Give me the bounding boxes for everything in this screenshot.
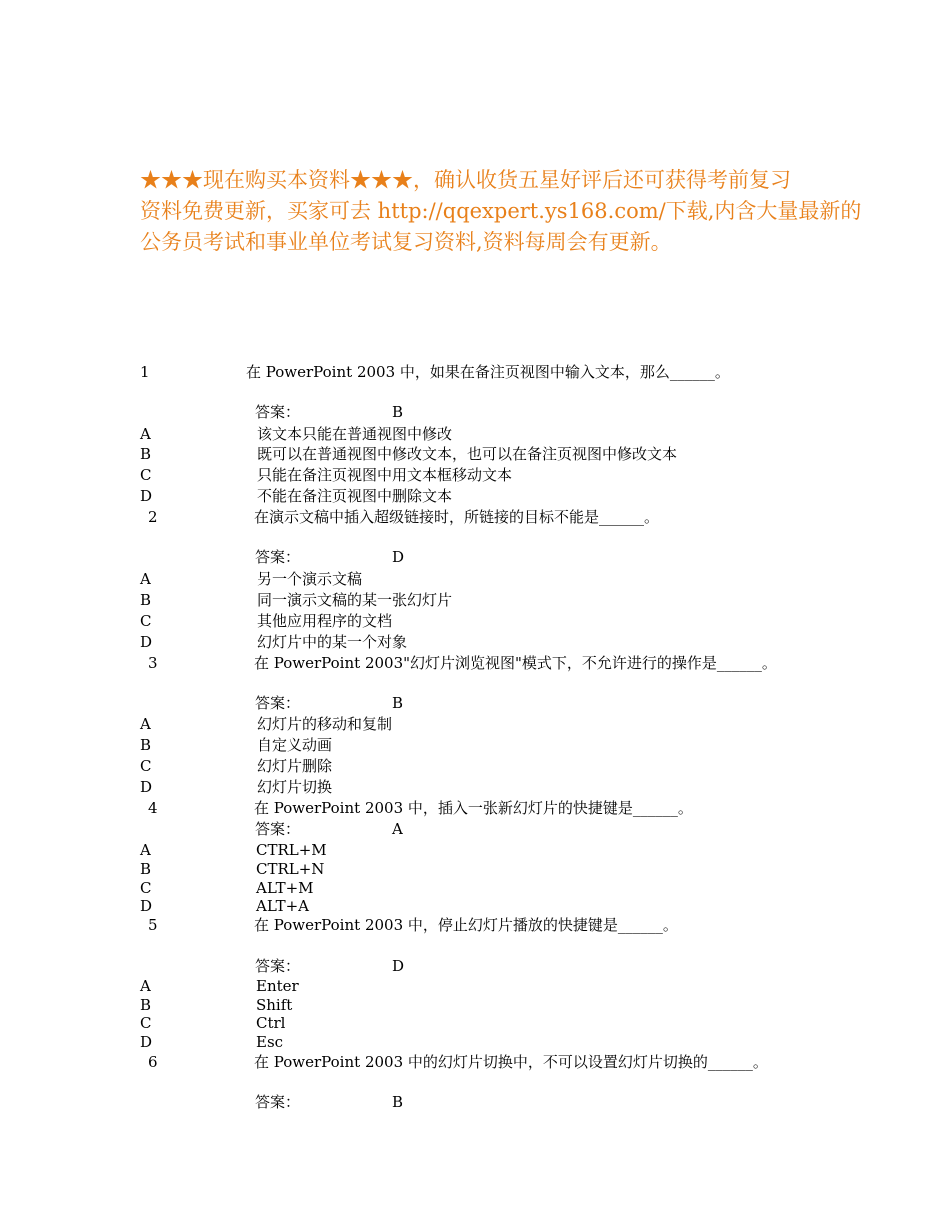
answer-value: B	[392, 1093, 404, 1111]
question-number: 5	[148, 916, 158, 934]
promo-line-2: 资料免费更新，买家可去 http://qqexpert.ys168.com/下载,内含大量最新的	[140, 199, 862, 223]
option-text: 自定义动画	[257, 736, 333, 754]
question-number: 2	[148, 508, 158, 526]
option-text: 幻灯片切换	[257, 778, 333, 796]
option-letter: C	[140, 466, 152, 484]
option-letter: A	[140, 425, 151, 443]
option-letter: D	[140, 778, 153, 796]
question-number: 4	[148, 799, 158, 817]
question-number: 3	[148, 654, 158, 672]
option-letter: B	[140, 736, 152, 754]
option-letter: C	[140, 757, 152, 775]
option-text: CTRL+N	[256, 860, 325, 878]
answer-label: 答案：	[255, 694, 301, 712]
option-letter: B	[140, 860, 152, 878]
answer-label: 答案：	[255, 548, 301, 566]
option-letter: D	[140, 487, 153, 505]
option-letter: B	[140, 996, 152, 1014]
option-letter: A	[140, 715, 151, 733]
option-text: 幻灯片中的某一个对象	[257, 633, 408, 651]
option-text: CTRL+M	[256, 841, 327, 859]
option-text: 其他应用程序的文档	[257, 612, 393, 630]
answer-value: D	[392, 548, 405, 566]
question-text: 在 PowerPoint 2003"幻灯片浏览视图"模式下，不允许进行的操作是______。	[254, 654, 777, 672]
option-letter: D	[140, 897, 153, 915]
promo-line-1: ★★★现在购买本资料★★★，确认收货五星好评后还可获得考前复习	[140, 168, 791, 192]
option-letter: B	[140, 591, 152, 609]
answer-label: 答案：	[255, 957, 301, 975]
option-text: ALT+M	[256, 879, 314, 897]
question-number: 1	[140, 363, 150, 381]
question-text: 在 PowerPoint 2003 中，如果在备注页视图中输入文本，那么______。	[246, 363, 730, 381]
option-text: 另一个演示文稿	[257, 570, 363, 588]
answer-label: 答案：	[255, 403, 301, 421]
option-text: 该文本只能在普通视图中修改	[257, 425, 453, 443]
question-text: 在 PowerPoint 2003 中，停止幻灯片播放的快捷键是______。	[254, 916, 678, 934]
answer-value: A	[392, 820, 403, 838]
option-letter: D	[140, 1033, 153, 1051]
answer-value: B	[392, 694, 404, 712]
question-number: 6	[148, 1053, 158, 1071]
answer-value: B	[392, 403, 404, 421]
option-text: Esc	[256, 1033, 284, 1051]
option-letter: C	[140, 1014, 152, 1032]
option-text: 幻灯片的移动和复制	[257, 715, 393, 733]
question-text: 在 PowerPoint 2003 中的幻灯片切换中，不可以设置幻灯片切换的______。	[254, 1053, 768, 1071]
option-letter: D	[140, 633, 153, 651]
option-text: 既可以在普通视图中修改文本，也可以在备注页视图中修改文本	[257, 445, 678, 463]
question-text: 在演示文稿中插入超级链接时，所链接的目标不能是______。	[254, 508, 660, 526]
option-letter: A	[140, 570, 151, 588]
option-text: 同一演示文稿的某一张幻灯片	[257, 591, 453, 609]
promo-line-3: 公务员考试和事业单位考试复习资料,资料每周会有更新。	[140, 230, 672, 254]
option-text: 不能在备注页视图中删除文本	[257, 487, 453, 505]
option-text: ALT+A	[256, 897, 309, 915]
question-text: 在 PowerPoint 2003 中，插入一张新幻灯片的快捷键是______。	[254, 799, 693, 817]
option-text: Shift	[256, 996, 293, 1014]
option-text: Ctrl	[256, 1014, 286, 1032]
option-letter: B	[140, 445, 152, 463]
option-text: Enter	[256, 977, 299, 995]
option-letter: A	[140, 841, 151, 859]
option-letter: C	[140, 879, 152, 897]
answer-label: 答案：	[255, 1093, 301, 1111]
option-text: 幻灯片删除	[257, 757, 333, 775]
option-text: 只能在备注页视图中用文本框移动文本	[257, 466, 513, 484]
option-letter: A	[140, 977, 151, 995]
answer-value: D	[392, 957, 405, 975]
option-letter: C	[140, 612, 152, 630]
answer-label: 答案：	[255, 820, 301, 838]
